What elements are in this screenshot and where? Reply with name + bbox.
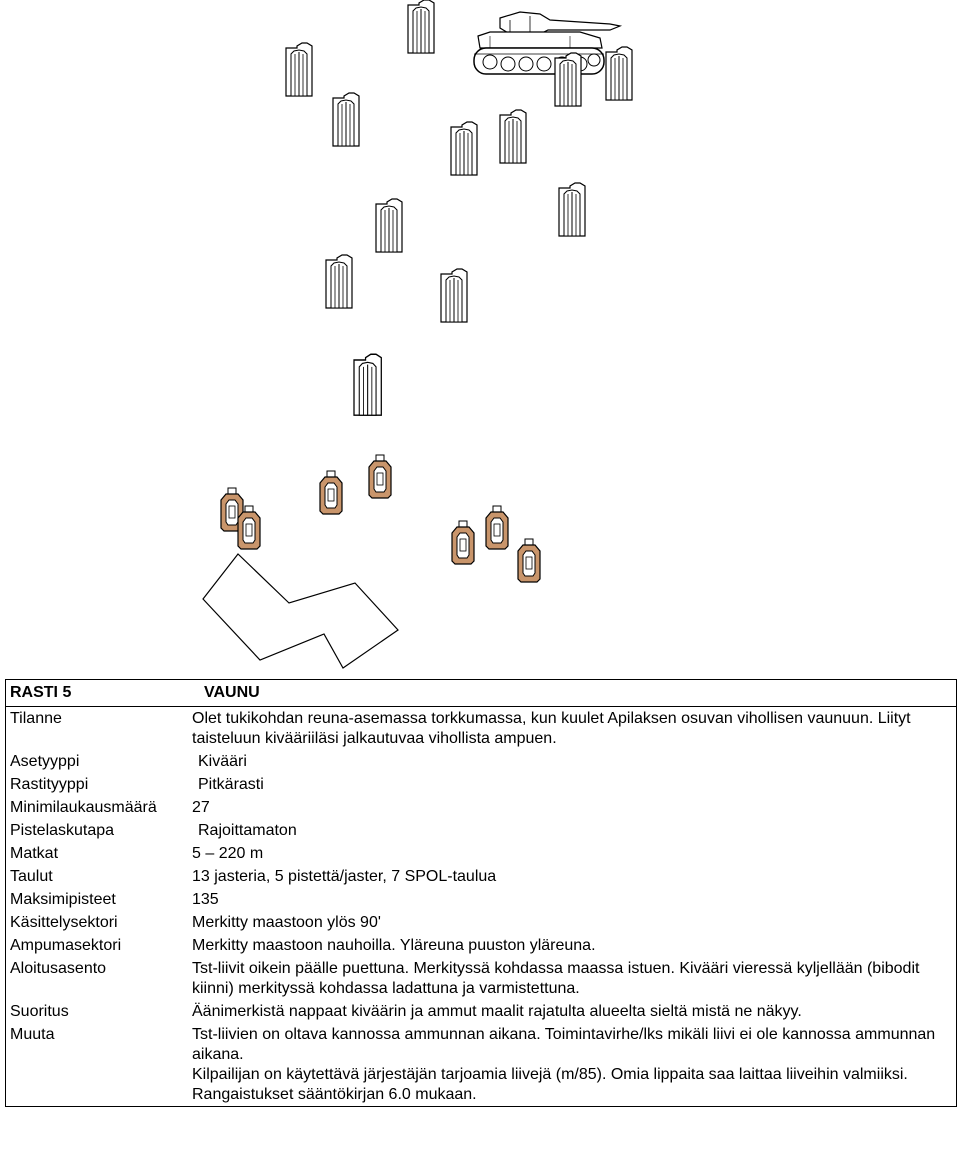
- row-paragraph: Tst-liivien on oltava kannossa ammunnan aikana. Toimintavirhe/lks mikäli liivi ei ole kannossa ammunnan aikana.: [192, 1026, 936, 1063]
- row-value: 135: [192, 891, 219, 908]
- row-value: 5 – 220 m: [192, 845, 264, 862]
- row-value: Olet tukikohdan reuna-asemassa torkkumassa, kun kuulet Apilaksen osuvan vihollisen vaunuun. Liityt taisteluun kivääriiläsi jalkautuvaa vihollista ampuen.: [192, 710, 911, 747]
- row-label: Ampumasektori: [10, 937, 122, 954]
- row-label: Taulut: [10, 868, 53, 885]
- row-paragraph: Rangaistukset sääntökirjan 6.0 mukaan.: [192, 1086, 477, 1103]
- spol-target-icon: [369, 455, 391, 498]
- row-value: 13 jasteria, 5 pistettä/jaster, 7 SPOL-taulua: [192, 868, 497, 885]
- stage-name: VAUNU: [184, 680, 957, 707]
- jaster-target-icon: [408, 0, 434, 53]
- row-label: Rastityyppi: [10, 776, 89, 793]
- row-label: Aloitusasento: [10, 960, 107, 977]
- row-label: Käsittelysektori: [10, 914, 118, 931]
- table-row: [6, 796, 957, 819]
- row-value: 27: [192, 799, 210, 816]
- jaster-target-icon: [451, 122, 477, 175]
- jaster-target-icon: [559, 183, 585, 236]
- row-value: Merkitty maastoon ylös 90': [192, 914, 381, 931]
- row-value: Kivääri: [198, 753, 247, 770]
- station-number: RASTI 5: [6, 680, 185, 707]
- tank-icon: [474, 12, 620, 74]
- stage-info-table: [5, 679, 957, 1107]
- table-row: [6, 1000, 957, 1023]
- row-value: Äänimerkistä nappaat kiväärin ja ammut maalit rajatulta alueelta sieltä mistä ne näkyy.: [192, 1003, 802, 1020]
- jaster-target-icon: [326, 255, 352, 308]
- row-label: Matkat: [10, 845, 59, 862]
- table-row: [6, 773, 957, 796]
- spol-target-icon: [518, 539, 540, 582]
- jaster-target-icon: [441, 269, 467, 322]
- spol-target-icon: [486, 506, 508, 549]
- table-row: [6, 911, 957, 934]
- table-row: [6, 888, 957, 911]
- table-row: [6, 865, 957, 888]
- row-label: Minimilaukausmäärä: [10, 799, 157, 816]
- table-row: [6, 750, 957, 773]
- table-row: [6, 819, 957, 842]
- row-paragraph: Kilpailijan on käytettävä järjestäjän tarjoamia liivejä (m/85). Omia lippaita saa laittaa liiveihin valmiiksi.: [192, 1066, 908, 1083]
- table-row: [6, 957, 957, 1000]
- row-value: [184, 1023, 957, 1107]
- firing-area-outline: [203, 554, 398, 668]
- row-value: Merkitty maastoon nauhoilla. Yläreuna puuston yläreuna.: [192, 937, 596, 954]
- table-row: [6, 934, 957, 957]
- row-label: Asetyyppi: [10, 753, 80, 770]
- jaster-target-icon: [354, 354, 381, 415]
- row-label: Maksimipisteet: [10, 891, 116, 908]
- table-header-row: [6, 680, 957, 707]
- row-label: Tilanne: [10, 710, 62, 727]
- table-row: [6, 707, 957, 751]
- row-label: Muuta: [10, 1026, 55, 1043]
- spol-target-icon: [320, 471, 342, 514]
- row-label: Pistelaskutapa: [10, 822, 115, 839]
- jaster-target-icon: [500, 110, 526, 163]
- jaster-target-icon: [555, 53, 581, 106]
- table-row: [6, 842, 957, 865]
- row-label: Suoritus: [10, 1003, 69, 1020]
- jaster-target-icon: [376, 199, 402, 252]
- jaster-target-icon: [606, 47, 632, 100]
- row-value: Pitkärasti: [198, 776, 264, 793]
- row-value: Rajoittamaton: [198, 822, 297, 839]
- jaster-target-icon: [333, 93, 359, 146]
- row-value: Tst-liivit oikein päälle puettuna. Merkityssä kohdassa maassa istuen. Kivääri vieressä kyljellään (bibodit kiinni) merkityssä kohdassa ladattuna ja varmistettuna.: [192, 960, 920, 997]
- table-row: [6, 1023, 957, 1107]
- jaster-target-icon: [286, 43, 312, 96]
- spol-target-icon: [452, 521, 474, 564]
